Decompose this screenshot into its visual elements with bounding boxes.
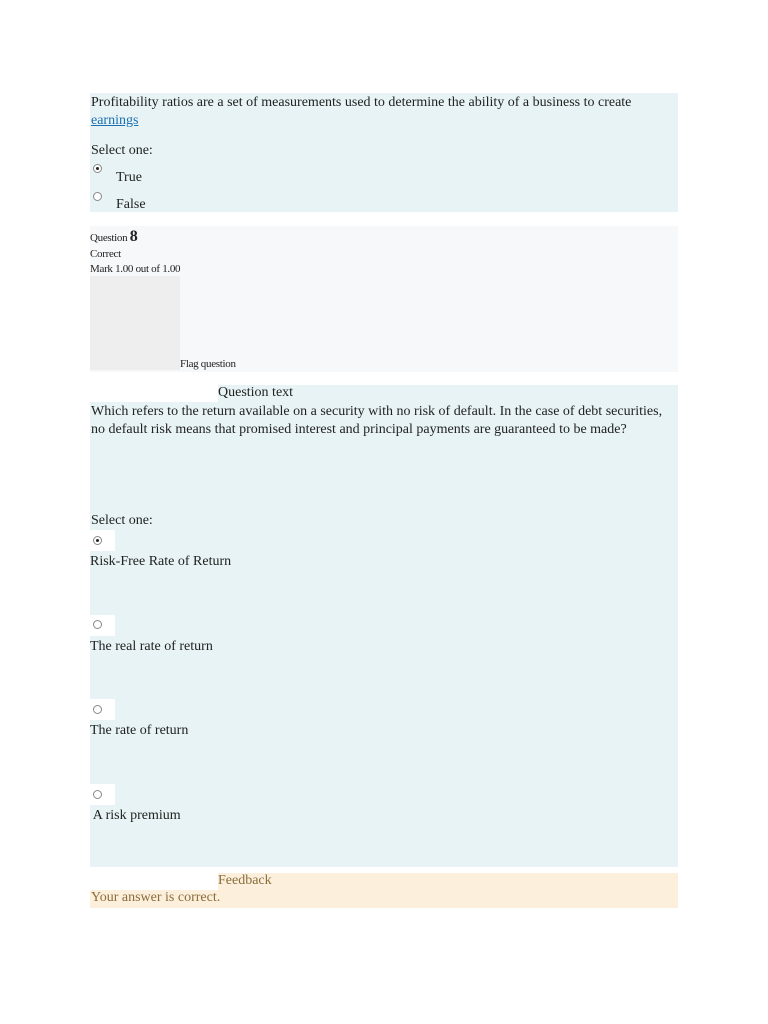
radio-option-4[interactable] xyxy=(93,790,102,799)
question-label: Question xyxy=(90,232,130,244)
question-state: Correct xyxy=(90,248,121,260)
flag-question-link[interactable]: Flag question xyxy=(180,358,236,370)
question-text-heading: Question text xyxy=(218,385,294,400)
select-one-label: Select one: xyxy=(91,143,153,158)
flag-icon[interactable] xyxy=(90,276,180,370)
radio-false[interactable] xyxy=(93,192,102,201)
option-true-label[interactable]: True xyxy=(116,170,142,185)
feedback-heading: Feedback xyxy=(218,873,272,888)
question-info-block xyxy=(90,226,678,372)
radio-true[interactable] xyxy=(93,164,102,173)
radio-option-3[interactable] xyxy=(93,705,102,714)
option-2-label[interactable]: The real rate of return xyxy=(90,639,213,654)
previous-question-block xyxy=(90,93,678,212)
option-1-label[interactable]: Risk-Free Rate of Return xyxy=(90,554,232,569)
question-body-text: Which refers to the return available on a security with no risk of default. In the case of debt securities, no default risk means that promised interest and principal payments are guaranteed to be made? xyxy=(91,404,663,437)
feedback-text: Your answer is correct. xyxy=(91,890,221,905)
feedback-gap xyxy=(90,873,218,890)
question-grade: Mark 1.00 out of 1.00 xyxy=(90,263,181,275)
radio-option-1[interactable] xyxy=(93,536,102,545)
select-one-label: Select one: xyxy=(91,513,153,528)
radio-option-2[interactable] xyxy=(93,620,102,629)
question-number-value: 8 xyxy=(129,228,138,245)
option-3-label[interactable]: The rate of return xyxy=(90,723,189,738)
feedback-body xyxy=(90,890,678,908)
main-question-block xyxy=(90,402,678,867)
option-4-label[interactable]: A risk premium xyxy=(90,808,181,823)
question-number xyxy=(90,228,137,246)
header-gap xyxy=(90,385,218,402)
previous-question-text xyxy=(91,94,671,130)
earnings-link[interactable]: earnings xyxy=(91,113,139,128)
question-text: Profitability ratios are a set of measurements used to determine the ability of a business to create xyxy=(91,95,632,110)
option-false-label[interactable]: False xyxy=(116,197,146,212)
